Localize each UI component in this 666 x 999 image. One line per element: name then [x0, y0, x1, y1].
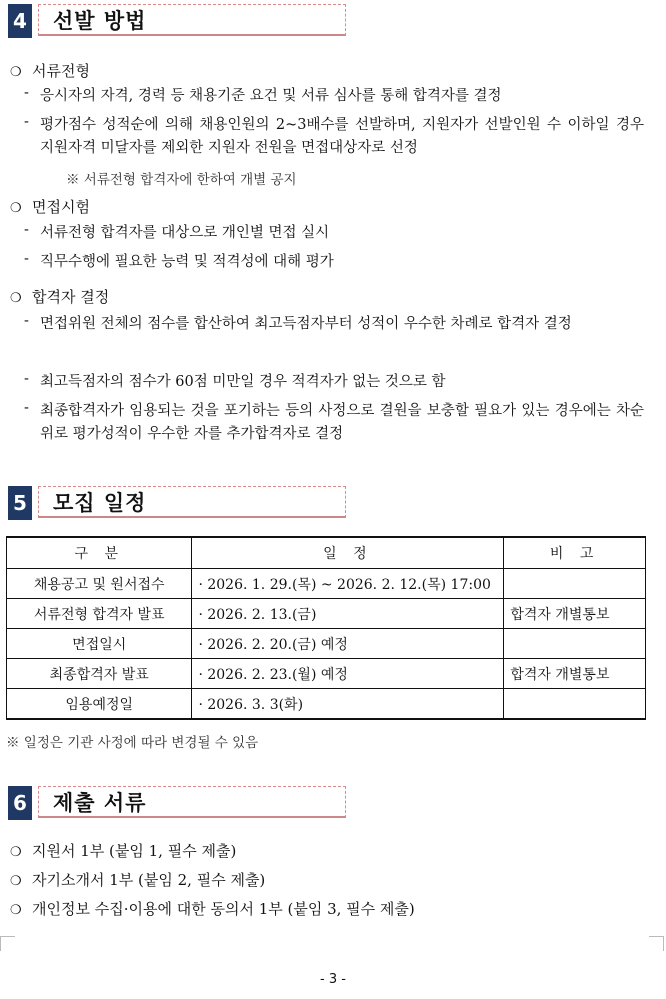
- row-date: · 2026. 2. 20.(금) 예정: [192, 629, 504, 659]
- bullet-title: 서류전형: [32, 62, 90, 80]
- document-item: [10, 898, 415, 919]
- bullet-title: 합격자 결정: [32, 288, 110, 306]
- row-item: 최종합격자 발표: [7, 659, 192, 689]
- schedule-note: ※ 일정은 기관 사정에 따라 변경될 수 있음: [6, 735, 259, 751]
- dash-mark: -: [24, 371, 29, 387]
- row-remark: [504, 629, 646, 659]
- column-header-remark: 비 고: [504, 537, 646, 569]
- table-row: [7, 689, 646, 720]
- document-item-text: 개인정보 수집·이용에 대한 동의서 1부 (붙임 3, 필수 제출): [32, 900, 415, 918]
- dash-mark: -: [24, 400, 29, 416]
- circle-bullet-icon: ❍: [10, 291, 22, 306]
- list-item: [24, 85, 644, 109]
- dash-mark: -: [24, 222, 29, 238]
- section-title: 선발 방법: [38, 4, 346, 36]
- list-item-text: 평가점수 성적순에 의해 채용인원의 2~3배수를 선발하며, 지원자가 선발인원 수 이하일 경우 지원자격 미달자를 제외한 지원자 전원을 면접대상자로 선정: [40, 117, 644, 156]
- section-title: 제출 서류: [38, 786, 346, 818]
- bullet-title: 면접시험: [32, 198, 90, 216]
- row-remark: [504, 689, 646, 720]
- row-remark: [504, 569, 646, 599]
- row-date: · 2026. 2. 13.(금): [192, 599, 504, 629]
- list-item-text: 서류전형 합격자를 대상으로 개인별 면접 실시: [40, 225, 330, 241]
- section-number: 5: [8, 486, 32, 520]
- document-item: [10, 840, 236, 861]
- dash-mark: -: [24, 114, 29, 130]
- circle-bullet-icon: ❍: [10, 874, 22, 889]
- row-remark: 합격자 개별통보: [504, 599, 646, 629]
- page-corner-mark: [649, 936, 664, 951]
- document-item-text: 지원서 1부 (붙임 1, 필수 제출): [32, 842, 237, 860]
- section-number: 4: [8, 4, 32, 38]
- list-item-text: 직무수행에 필요한 능력 및 적격성에 대해 평가: [40, 254, 334, 270]
- list-item: [24, 251, 644, 275]
- section-4-header: [8, 4, 348, 40]
- dash-mark: -: [24, 251, 29, 267]
- schedule-table: [6, 536, 646, 720]
- bullet-interview: [10, 196, 90, 217]
- bullet-final-decision: [10, 286, 109, 307]
- row-remark: 합격자 개별통보: [504, 659, 646, 689]
- circle-bullet-icon: ❍: [10, 903, 22, 918]
- row-item: 면접일시: [7, 629, 192, 659]
- row-date: · 2026. 2. 23.(월) 예정: [192, 659, 504, 689]
- document-item-text: 자기소개서 1부 (붙임 2, 필수 제출): [32, 871, 266, 889]
- list-item-text: 면접위원 전체의 점수를 합산하여 최고득점자부터 성적이 우수한 차례로 합격자 결정: [40, 316, 572, 332]
- table-row: [7, 659, 646, 689]
- row-date: · 2026. 1. 29.(목) ~ 2026. 2. 12.(목) 17:00: [192, 569, 504, 599]
- list-item: [24, 371, 644, 395]
- circle-bullet-icon: ❍: [10, 65, 22, 80]
- table-row: [7, 629, 646, 659]
- section-6-header: [8, 786, 348, 822]
- page-corner-mark: [0, 936, 15, 951]
- list-item-text: 응시자의 자격, 경력 등 채용기준 요건 및 서류 심사를 통해 합격자를 결정: [40, 88, 502, 104]
- circle-bullet-icon: ❍: [10, 845, 22, 860]
- row-item: 서류전형 합격자 발표: [7, 599, 192, 629]
- dash-mark: -: [24, 313, 29, 329]
- list-item: [24, 400, 646, 450]
- column-header-schedule: 일 정: [192, 537, 504, 569]
- list-item: [24, 222, 644, 246]
- row-item: 임용예정일: [7, 689, 192, 720]
- document-item: [10, 869, 265, 890]
- table-row: [7, 599, 646, 629]
- screening-note: ※ 서류전형 합격자에 한하여 개별 공지: [66, 172, 297, 188]
- page-number: - 3 -: [320, 972, 346, 987]
- section-title: 모집 일정: [38, 486, 346, 518]
- column-header-category: 구 분: [7, 537, 192, 569]
- table-row: [7, 569, 646, 599]
- circle-bullet-icon: ❍: [10, 201, 22, 216]
- list-item: [24, 313, 646, 363]
- list-item-text: 최고득점자의 점수가 60점 미만일 경우 적격자가 없는 것으로 함: [40, 374, 446, 390]
- row-date: · 2026. 3. 3(화): [192, 689, 504, 720]
- dash-mark: -: [24, 85, 29, 101]
- section-number: 6: [8, 786, 32, 820]
- section-5-header: [8, 486, 348, 522]
- row-item: 채용공고 및 원서접수: [7, 569, 192, 599]
- bullet-doc-screening: [10, 60, 90, 81]
- list-item-text: 최종합격자가 임용되는 것을 포기하는 등의 사정으로 결원을 보충할 필요가 있는 경우에는 차순위로 평가성적이 우수한 자를 추가합격자로 결정: [40, 403, 644, 442]
- table-header-row: [7, 537, 646, 569]
- list-item: [24, 114, 646, 164]
